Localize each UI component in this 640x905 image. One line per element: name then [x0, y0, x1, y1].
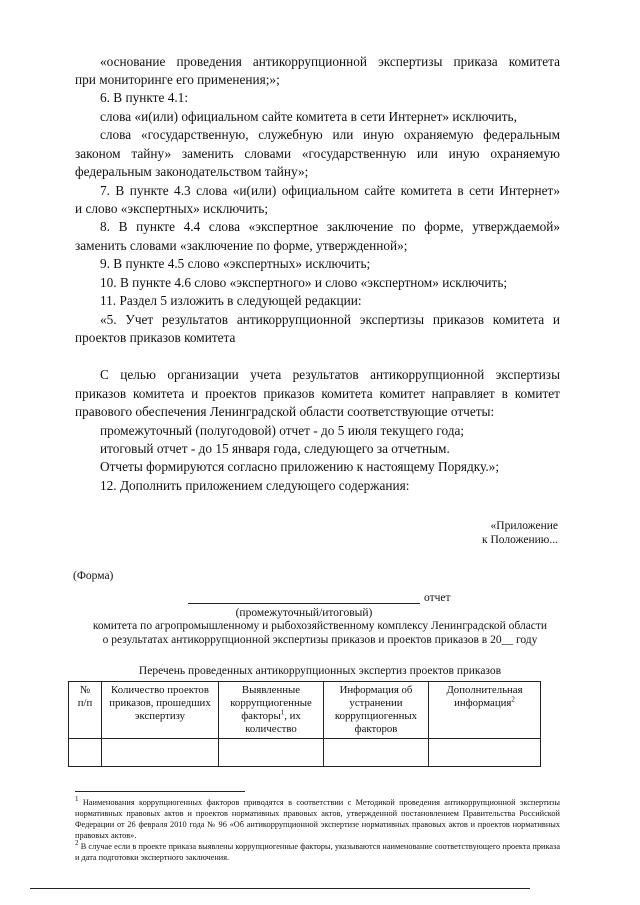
bottom-rule [30, 888, 530, 889]
body-line: 12. Дополнить приложением следующего содержания: [100, 478, 410, 493]
appendix-line: «Приложение [490, 520, 558, 532]
body-line: 9. В пункте 4.5 слово «экспертных» исключить; [100, 256, 371, 271]
body-line: при мониторинге его применения;»; [75, 72, 280, 87]
form-label: (Форма) [73, 570, 114, 582]
body-line: 11. Раздел 5 изложить в следующей редакции: [100, 293, 362, 308]
header-text: количество [245, 723, 297, 735]
report-type-underline [188, 603, 420, 604]
header-text: факторов [354, 723, 398, 735]
header-text: устранении [349, 697, 403, 709]
body-line: федеральным законодательством тайну»; [75, 164, 309, 179]
table-cell [69, 739, 102, 767]
header-text: Информация об [339, 684, 413, 696]
body-line: приказов комитета и проектов приказов комитета комитет направляет в комитет [75, 386, 560, 401]
body-line: 10. В пункте 4.6 слово «экспертного» и слово «экспертном» исключить; [100, 275, 508, 290]
org-line: комитета по агропромышленному и рыбохозяйственному комплексу Ленинградской области [92, 620, 548, 632]
header-text: , их [284, 710, 301, 722]
column-header-elimination [324, 682, 429, 739]
subject-line: о результатах антикоррупционной экспертизы приказов и проектов приказов в 20__ году [102, 634, 538, 646]
footnote-text: Наименования коррупциогенных факторов приводятся в соответствии с Методикой проведения антикоррупционной экспертизы нормативных правовых актов и проектов нормативных правовых актов, утвержденной постановлением Правительства Российской Федерации от 26 февраля 2010 года № 96 «Об антикоррупционной экспертизе нормативных правовых актов и проектов нормативных правовых актов». [75, 798, 560, 840]
appendix-line: к Положению... [482, 534, 558, 546]
table-row [69, 739, 541, 767]
table-cell [324, 739, 429, 767]
body-line: итоговый отчет - до 15 января года, следующего за отчетным. [100, 441, 450, 456]
table-cell [219, 739, 324, 767]
body-line: промежуточный (полугодовой) отчет - до 5 июля текущего года; [100, 423, 465, 438]
column-header-additional [429, 682, 541, 739]
body-line: «основание проведения антикоррупционной экспертизы приказа комитета [100, 54, 560, 69]
column-header-count [102, 682, 219, 739]
table-cell [102, 739, 219, 767]
column-header-number [69, 682, 102, 739]
body-line: проектов приказов комитета [75, 330, 236, 345]
column-header-factors [219, 682, 324, 739]
footnote-2 [75, 841, 560, 863]
report-type: (промежуточный/итоговый) [235, 607, 373, 619]
header-text: коррупциогенных [334, 710, 418, 722]
footnote-mark: 2 [75, 839, 79, 848]
body-line: 8. В пункте 4.4 слова «экспертное заключение по форме, утверждаемой» [100, 219, 560, 234]
header-text: Выявленные [241, 684, 301, 696]
footnote-separator [75, 791, 245, 792]
table-title: Перечень проведенных антикоррупционных экспертиз проектов приказов [138, 665, 502, 677]
header-text: факторы [241, 710, 281, 722]
body-line: заменить словами «заключение по форме, утвержденной»; [75, 238, 408, 253]
report-word: отчет [424, 592, 451, 604]
header-text: Количество проектов [111, 684, 209, 696]
body-line: и слово «экспертных» исключить; [75, 201, 269, 216]
header-text: информация [454, 697, 512, 709]
header-text: № [79, 684, 91, 696]
header-text: Дополнительная [446, 684, 523, 696]
header-text: п/п [77, 697, 93, 709]
body-line: слова «и(или) официальном сайте комитета в сети Интернет» исключить, [100, 109, 517, 124]
footnote-text: В случае если в проекте приказа выявлены коррупциогенные факторы, указываются наименование соответствующего проекта приказа и дата подготовки экспертного заключения. [75, 842, 560, 862]
header-text: приказов, прошедших [109, 697, 211, 709]
body-line: «5. Учет результатов антикоррупционной экспертизы приказов комитета и [100, 312, 560, 327]
body-line: Отчеты формируются согласно приложению к настоящему Порядку.»; [100, 459, 500, 474]
body-line: 7. В пункте 4.3 слова «и(или) официальном сайте комитета в сети Интернет» [100, 183, 560, 198]
body-line: С целью организации учета результатов антикоррупционной экспертизы [100, 367, 560, 382]
body-line: 6. В пункте 4.1: [100, 90, 189, 105]
header-text: коррупциогенные [230, 697, 312, 709]
table-header-row [69, 682, 541, 739]
header-text: экспертизу [134, 710, 186, 722]
footnote-ref: 1 [280, 708, 285, 717]
body-line: правового обеспечения Ленинградской области соответствующие отчеты: [75, 404, 495, 419]
table-cell [429, 739, 541, 767]
body-line: слова «государственную, служебную или иную охраняемую федеральным [100, 127, 560, 142]
footnote-1 [75, 797, 560, 841]
footnote-ref: 2 [511, 695, 515, 704]
body-line: законом тайну» заменить словами «государственную или иную охраняемую [75, 146, 560, 161]
footnote-mark: 1 [75, 795, 79, 804]
expertise-table [68, 681, 541, 767]
